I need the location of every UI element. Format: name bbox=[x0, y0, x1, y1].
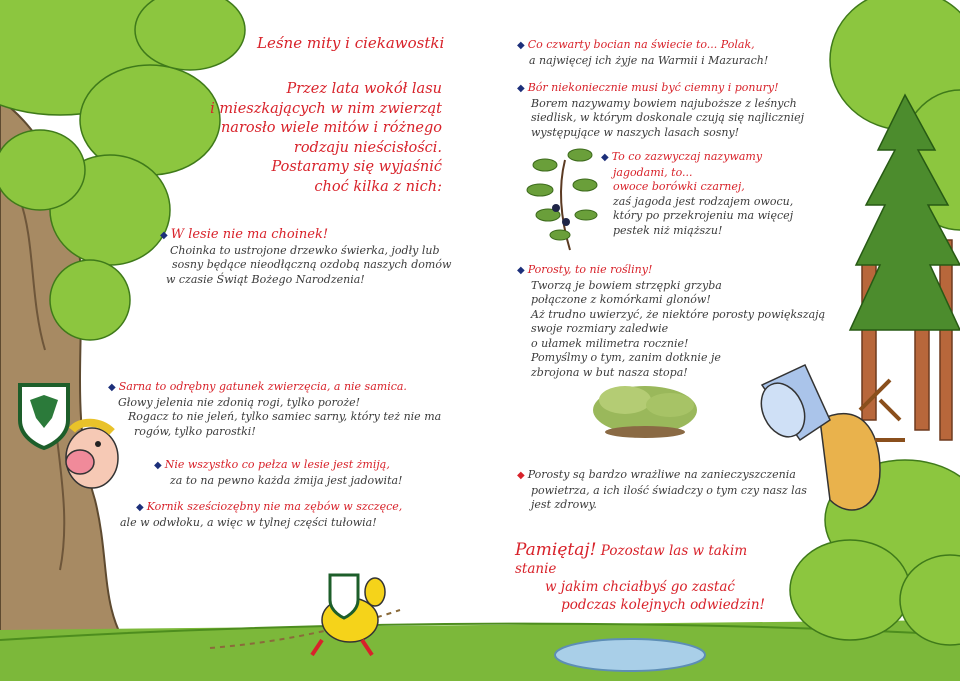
diamond-bullet-icon: ◆ bbox=[517, 40, 525, 51]
pond bbox=[555, 639, 705, 671]
fact-lichens-pollution: ◆ Porosty są bardzo wrażliwe na zanieczyszczenia powietrza, a ich ilość świadczy o tym czy nasz las jest zdrowy. bbox=[517, 468, 807, 511]
myth-christmas-tree: ◆ W lesie nie ma choinek! Choinka to ustrojone drzewko świerka, jodły lub sosny będące nieodłączną ozdobą naszych domów w czasie Świąt Bożego Narodzenia! bbox=[160, 227, 452, 286]
diamond-bullet-icon: ◆ bbox=[517, 470, 525, 481]
fact-blueberry: ◆ To co zazwyczaj nazywamy jagodami, to... owoce borówki czarnej, zaś jagoda jest rodzajem owocu, który po przekrojeniu ma więcej pestek niż miąższu! bbox=[601, 150, 794, 237]
diamond-bullet-icon: ◆ bbox=[160, 230, 168, 241]
closing-message: Pamiętaj! Pozostaw las w takim stanie w jakim chciałbyś go zastać podczas kolejnych odwiedzin! bbox=[515, 540, 765, 613]
myth-viper: ◆ Nie wszystko co pełza w lesie jest żmiją, za to na pewno każda żmija jest jadowita! bbox=[154, 458, 403, 487]
page-title: Leśne mity i ciekawostki bbox=[257, 34, 445, 52]
blueberry-sprig-image bbox=[527, 149, 597, 250]
myth-roe-deer: ◆ Sarna to odrębny gatunek zwierzęcia, a nie samica. Głowy jelenia nie zdonią rogi, tylko poroże! Rogacz to nie jeleń, tylko samiec sarny, który też nie ma rogów, tylko parostki! bbox=[108, 380, 442, 438]
lichen-image bbox=[593, 386, 697, 438]
diamond-bullet-icon: ◆ bbox=[108, 382, 116, 393]
fact-lichens: ◆ Porosty, to nie rośliny! Tworzą je bowiem strzępki grzyba połączone z komórkami glonów! Aż trudno uwierzyć, że niektóre porosty powiększają swoje rozmiary zaledwie o ułamek milimetra rocznie! Pomyślmy o tym, zanim dotknie je zbrojona w but nasza stopa! bbox=[517, 263, 826, 379]
fact-pine-forest: ◆ Bór niekoniecznie musi być ciemny i ponury! Borem nazywamy bowiem najuboższe z leśnych siedlisk, w którym doskonale czują się najliczniej występujące w naszych lasach sosny! bbox=[517, 81, 805, 139]
myth-bark-beetle: ◆ Kornik sześciozębny nie ma zębów w szczęce, ale w odwłoku, a więc w tylnej części tułowia! bbox=[120, 500, 403, 529]
fact-stork: ◆ Co czwarty bocian na świecie to... Polak, a najwięcej ich żyje na Warmii i Mazurach! bbox=[517, 38, 769, 67]
diamond-bullet-icon: ◆ bbox=[136, 502, 144, 513]
diamond-bullet-icon: ◆ bbox=[517, 265, 525, 276]
diamond-bullet-icon: ◆ bbox=[154, 460, 162, 471]
intro-text: Przez lata wokół lasu i mieszkających w nim zwierząt narosło wiele mitów i różnego rodzaju nieścisłości. Postaramy się wyjaśnić choć kilka z nich: bbox=[210, 81, 442, 195]
diamond-bullet-icon: ◆ bbox=[601, 152, 609, 163]
diamond-bullet-icon: ◆ bbox=[517, 83, 525, 94]
